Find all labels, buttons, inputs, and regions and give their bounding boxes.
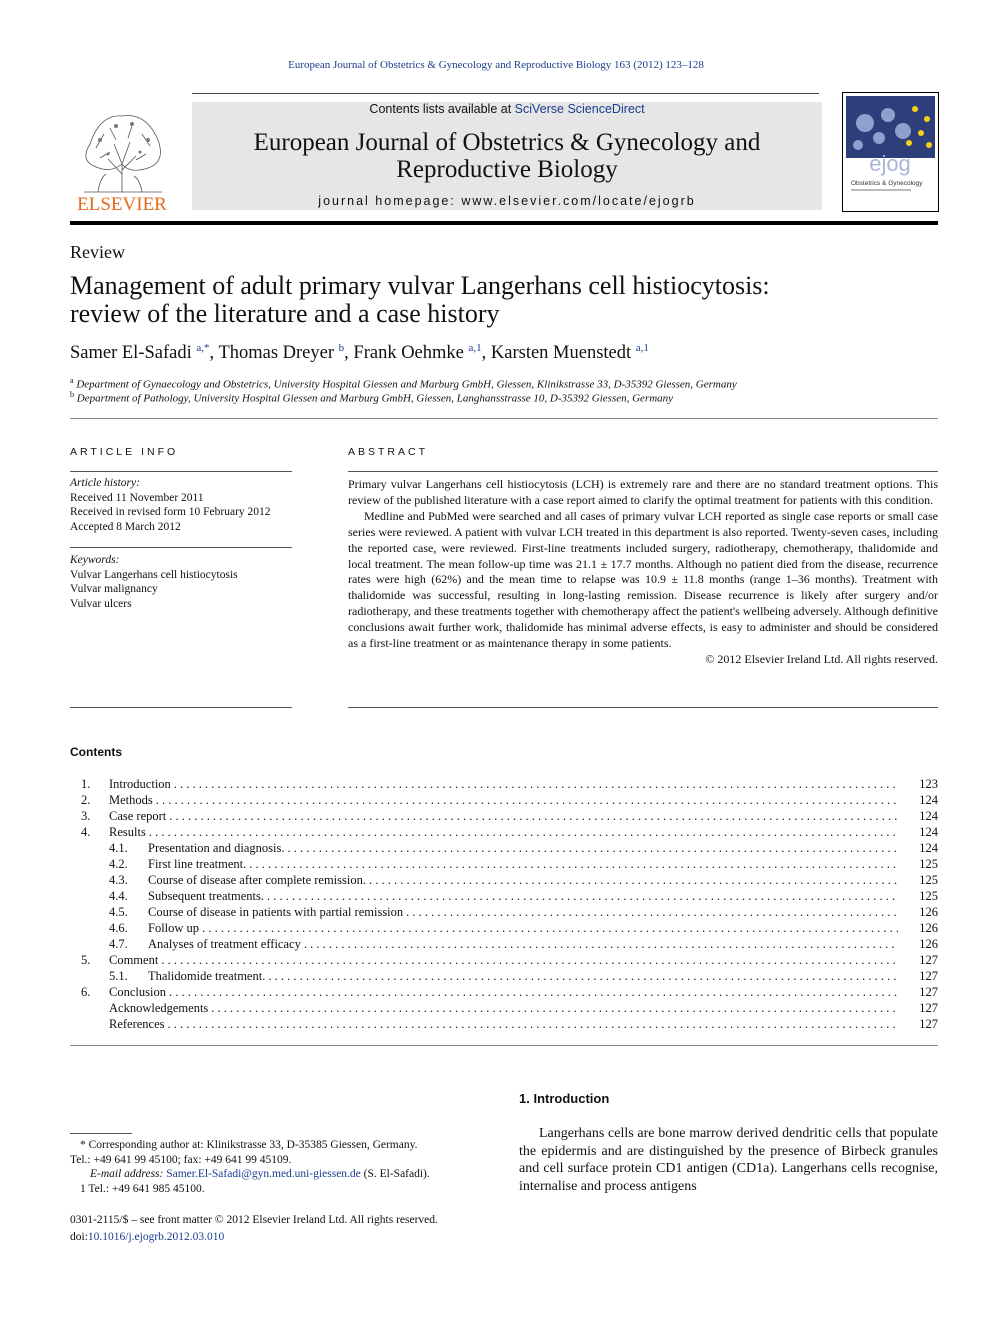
article-type: Review — [70, 242, 125, 262]
title-line1: Management of adult primary vulvar Langerhans cell histiocytosis: — [70, 271, 770, 300]
toc-title[interactable]: First line treatment. — [148, 857, 247, 871]
toc-page[interactable]: 126 — [919, 937, 938, 951]
introduction-text: Langerhans cells are bone marrow derived dendritic cells that populate the epidermis and are distinguished by the presence of Birbeck granules and cell surface protein CD1 antigen (CD1a). Langerhans cells recognise, internalise and process antigens — [519, 1126, 938, 1194]
toc-page[interactable]: 127 — [919, 1017, 938, 1031]
toc-page[interactable]: 127 — [919, 969, 938, 983]
keyword: Vulvar malignancy — [70, 583, 158, 595]
cover-brand: ejog — [869, 151, 911, 176]
history-accepted: Accepted 8 March 2012 — [70, 520, 181, 533]
author-name[interactable]: Thomas Dreyer — [218, 343, 335, 364]
toc-number: 4.4. — [109, 889, 128, 903]
toc-title[interactable]: References — [109, 1017, 165, 1031]
footnote-email-suffix: (S. El-Safadi). — [360, 1168, 430, 1180]
toc-leader-dots — [304, 937, 898, 952]
toc-entry[interactable] — [70, 793, 938, 809]
toc-number: 2. — [81, 793, 91, 807]
toc-entry[interactable] — [70, 825, 938, 841]
table-of-contents — [70, 777, 938, 1033]
author-list: Samer El-Safadi $^{a,*}$, Thomas Dreyer $^b$, Frank Oehmke $^{a,1}$, Karsten Muenstedt $^{a,1}$ — [70, 342, 649, 364]
toc-leader-dots — [202, 921, 898, 936]
toc-number: 4.1. — [109, 841, 128, 855]
journal-cover — [842, 92, 939, 212]
abstract-copyright: © 2012 Elsevier Ireland Ltd. All rights reserved. — [705, 651, 938, 666]
toc-number: 4.5. — [109, 905, 128, 919]
footnotes — [70, 1138, 490, 1196]
toc-leader-dots — [267, 889, 898, 904]
title-line2: review of the literature and a case history — [70, 299, 500, 328]
toc-number: 4. — [81, 825, 91, 839]
toc-number: 3. — [81, 809, 91, 823]
header-top-rule — [192, 93, 819, 94]
journal-title — [192, 129, 822, 183]
sciencedirect-link[interactable]: SciVerse ScienceDirect — [514, 102, 645, 116]
toc-page[interactable]: 124 — [919, 793, 938, 807]
toc-leader-dots — [168, 1017, 898, 1032]
cover-image — [843, 93, 938, 211]
toc-entry[interactable] — [70, 1001, 938, 1017]
toc-leader-dots — [174, 777, 898, 792]
journal-title-line2: Reproductive Biology — [396, 156, 618, 183]
author-affil-sup[interactable]: a,* — [196, 342, 210, 354]
affiliation-text: Department of Gynaecology and Obstetrics, University Hospital Giessen and Marburg GmbH, Giessen, Klinikstrasse 33, D-35392 Giessen, Germany — [76, 378, 737, 391]
affiliation-a — [70, 376, 737, 391]
keywords-rule — [70, 547, 292, 548]
abstract-rule — [348, 471, 938, 472]
abstract-bottom-rule — [348, 707, 938, 708]
keywords-label: Keywords: — [70, 554, 120, 566]
affiliation-b — [70, 390, 673, 405]
toc-leader-dots — [169, 985, 898, 1000]
toc-entry[interactable] — [70, 937, 938, 953]
toc-leader-dots — [161, 953, 898, 968]
history-revised: Received in revised form 10 February 2012 — [70, 506, 271, 518]
toc-entry[interactable] — [70, 873, 938, 889]
footnote-1: 1 Tel.: +49 641 985 45100. — [80, 1182, 205, 1195]
footnote-email-label: E-mail address: — [90, 1168, 167, 1180]
header-bottom-rule — [70, 221, 938, 225]
keywords — [70, 553, 238, 611]
toc-title[interactable]: Subsequent treatments. — [148, 889, 264, 903]
toc-leader-dots — [156, 793, 898, 808]
article-info-heading: ARTICLE INFO — [70, 446, 179, 458]
footnote-rule — [70, 1133, 132, 1134]
toc-page[interactable]: 127 — [919, 1001, 938, 1015]
toc-entry[interactable] — [70, 857, 938, 873]
toc-number: 4.6. — [109, 921, 128, 935]
article-history — [70, 476, 271, 534]
affiliation-sup: a — [70, 376, 74, 385]
article-title — [70, 272, 930, 328]
toc-leader-dots — [169, 809, 898, 824]
toc-title[interactable]: Acknowledgements — [109, 1001, 209, 1015]
toc-title[interactable]: Results — [109, 825, 146, 839]
cover-subtitle: Obstetrics & Gynecology — [851, 180, 923, 187]
toc-entry[interactable] — [70, 969, 938, 985]
history-received: Received 11 November 2011 — [70, 491, 204, 504]
toc-entry[interactable] — [70, 809, 938, 825]
author-affil-sup[interactable]: a,1 — [635, 342, 649, 354]
toc-page[interactable]: 125 — [919, 857, 938, 871]
toc-leader-dots — [287, 841, 898, 856]
toc-title[interactable]: Comment — [109, 953, 159, 967]
author-name[interactable]: Karsten Muenstedt — [490, 343, 632, 364]
abstract-body — [348, 477, 938, 668]
journal-title-line1: European Journal of Obstetrics & Gynecology and — [253, 129, 761, 156]
toc-title[interactable]: Thalidomide treatment. — [148, 969, 266, 983]
toc-number: 6. — [81, 985, 91, 999]
contents-prefix: Contents lists available at — [369, 102, 515, 116]
toc-number: 5. — [81, 953, 91, 967]
history-label: Article history: — [70, 477, 140, 489]
author-affil-sup[interactable]: b — [338, 342, 345, 354]
affiliation-text: Department of Pathology, University Hospital Giessen and Marburg GmbH, Giessen, Langhansstrasse 10, D-35392 Giessen, Germany — [76, 392, 674, 405]
toc-title[interactable]: Follow up — [148, 921, 200, 935]
toc-number: 4.2. — [109, 857, 128, 871]
toc-page[interactable]: 126 — [919, 921, 938, 935]
doi-link[interactable]: 10.1016/j.ejogrb.2012.03.010 — [87, 1231, 225, 1243]
toc-entry[interactable] — [70, 905, 938, 921]
toc-number: 5.1. — [109, 969, 128, 983]
toc-page[interactable]: 126 — [919, 905, 938, 919]
toc-page[interactable]: 124 — [919, 809, 938, 823]
toc-title[interactable]: Presentation and diagnosis. — [148, 841, 285, 855]
journal-homepage[interactable]: journal homepage: www.elsevier.com/locate/ejogrb — [318, 194, 696, 208]
toc-leader-dots — [369, 873, 898, 888]
toc-page[interactable]: 124 — [919, 841, 938, 855]
toc-title[interactable]: Analyses of treatment efficacy — [148, 937, 301, 951]
abstract-paragraph: Medline and PubMed were searched and all cases of primary vulvar LCH reported as single case reports or small case series were reviewed. A patient with vulvar LCH treated in this department is also reported. Twenty-seven cases, including the reported case, were reviewed. First-line treatments included surgery, radiotherapy, chemotherapy, thalidomide and local treatment. The mean follow-up time was 21.1 ± 17.7 months. Although no patient died from the disease, recurrence rates were high (62%) and the mean time to relapse was 10.9 ± 11.8 months (range 1–36 months). Treatment with thalidomide was successful, resulting in long-lasting remission. Disease recurrence is likely after surgery and/or radiotherapy, and these treatments together with chemotherapy affect the patient's wellbeing adversely. Although definitive conclusions await further work, thalidomide has minimal adverse effects, is easy to administer and should be considered as a first-line treatment or as maintenance therapy in some patients. — [348, 508, 938, 651]
toc-number: 4.3. — [109, 873, 128, 887]
elsevier-tree-logo — [70, 104, 174, 214]
doi-label: doi: — [70, 1231, 88, 1243]
article-info-bottom-rule — [70, 707, 292, 708]
toc-title[interactable]: Course of disease in patients with partial remission — [148, 905, 404, 919]
toc-leader-dots — [149, 825, 898, 840]
abstract-heading: ABSTRACT — [348, 446, 429, 458]
front-matter — [70, 1212, 438, 1246]
toc-number: 4.7. — [109, 937, 128, 951]
toc-title[interactable]: Conclusion — [109, 985, 166, 999]
toc-entry[interactable] — [70, 841, 938, 857]
toc-title[interactable]: Course of disease after complete remission. — [148, 873, 366, 887]
toc-leader-dots — [268, 969, 898, 984]
contents-available — [192, 102, 822, 116]
author-name[interactable]: Samer El-Safadi — [70, 343, 192, 364]
toc-page[interactable]: 124 — [919, 825, 938, 839]
toc-page[interactable]: 127 — [919, 985, 938, 999]
abstract-paragraph: Primary vulvar Langerhans cell histiocytosis (LCH) is extremely rare and there are no standard treatment options. This review of the published literature with a case report aimed to clarify the optimal treatment for patients with this condition. — [348, 477, 938, 507]
footnote-corresponding: * Corresponding author at: Klinikstrasse 33, D-35385 Giessen, Germany. — [80, 1139, 418, 1151]
toc-title[interactable]: Methods — [109, 793, 153, 807]
affiliation-rule — [70, 418, 938, 419]
introduction-heading: 1. Introduction — [519, 1091, 610, 1106]
issn-line: 0301-2115/$ – see front matter © 2012 Elsevier Ireland Ltd. All rights reserved. — [70, 1214, 438, 1226]
toc-page[interactable]: 125 — [919, 889, 938, 903]
keyword: Vulvar ulcers — [70, 597, 132, 610]
contents-heading: Contents — [70, 745, 122, 759]
toc-leader-dots — [211, 1001, 898, 1016]
affiliation-sup: b — [70, 390, 74, 399]
toc-title[interactable]: Case report — [109, 809, 167, 823]
elsevier-wordmark: ELSEVIER — [77, 194, 167, 214]
author-name[interactable]: Frank Oehmke — [353, 343, 464, 364]
toc-entry[interactable] — [70, 1017, 938, 1033]
toc-page[interactable]: 127 — [919, 953, 938, 967]
article-info-rule — [70, 471, 292, 472]
contents-bottom-rule — [70, 1045, 938, 1046]
toc-number: 1. — [81, 777, 91, 791]
toc-entry[interactable] — [70, 921, 938, 937]
toc-entry[interactable] — [70, 953, 938, 969]
author-affil-sup[interactable]: a,1 — [468, 342, 482, 354]
toc-entry[interactable] — [70, 889, 938, 905]
footnote-telfax: Tel.: +49 641 99 45100; fax: +49 641 99 45109. — [70, 1153, 292, 1166]
keyword: Vulvar Langerhans cell histiocytosis — [70, 568, 238, 581]
toc-page[interactable]: 125 — [919, 873, 938, 887]
toc-leader-dots — [406, 905, 898, 920]
toc-entry[interactable] — [70, 777, 938, 793]
toc-title[interactable]: Introduction — [109, 777, 171, 791]
toc-leader-dots — [249, 857, 898, 872]
toc-entry[interactable] — [70, 985, 938, 1001]
toc-page[interactable]: 123 — [919, 777, 938, 791]
journal-citation[interactable]: European Journal of Obstetrics & Gynecology and Reproductive Biology 163 (2012) 123–128 — [288, 59, 704, 71]
email-link[interactable]: Samer.El-Safadi@gyn.med.uni-giessen.de — [166, 1168, 361, 1180]
